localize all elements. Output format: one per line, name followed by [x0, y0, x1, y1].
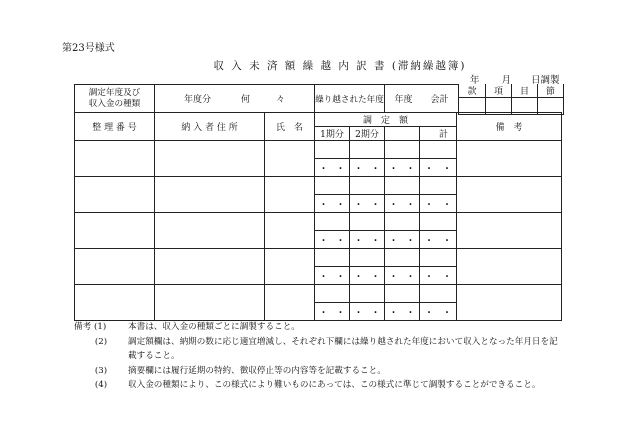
table-row: [75, 213, 562, 231]
cell-seiri: [75, 249, 155, 285]
date-dots: ・ ・: [350, 303, 385, 321]
date-dots: ・ ・: [350, 267, 385, 285]
cell-amount: [350, 249, 385, 267]
cell-amount: [420, 141, 457, 159]
date-dots: ・ ・: [420, 267, 457, 285]
carried-year-label: 繰り越された年度: [315, 85, 385, 113]
cell-remarks: [457, 285, 562, 321]
setsu-label: 節: [538, 84, 564, 98]
cell-name: [265, 213, 315, 249]
col-ki2: 2期分: [350, 127, 385, 141]
cell-seiri: [75, 177, 155, 213]
main-table: [74, 112, 562, 321]
cell-name: [265, 249, 315, 285]
date-dots: ・ ・: [350, 159, 385, 177]
cell-remarks: [457, 249, 562, 285]
date-dots: ・ ・: [420, 159, 457, 177]
header-year-what: [155, 85, 315, 113]
note-text: 載すること。: [128, 351, 180, 361]
col-address: 納 入 者 住 所: [155, 113, 265, 141]
accounting-label: 会計: [430, 95, 449, 105]
note-item: [74, 349, 594, 364]
cell-remarks: [457, 213, 562, 249]
note-item: [74, 378, 594, 393]
cell-address: [155, 249, 265, 285]
cell-amount: [420, 177, 457, 195]
what: 何: [240, 95, 250, 105]
header-table: [74, 84, 459, 113]
notes: [74, 320, 594, 393]
date-dots: ・ ・: [420, 303, 457, 321]
cell-name: [265, 141, 315, 177]
col-seiri: 整 理 番 号: [75, 113, 155, 141]
cell-amount: [315, 141, 350, 159]
table-row: [75, 177, 562, 195]
cell-amount: [385, 177, 420, 195]
cell-amount: [385, 249, 420, 267]
header-label-line2: 収入金の種類: [88, 98, 141, 109]
date-dots: ・ ・: [315, 267, 350, 285]
note-item: [74, 320, 594, 335]
col-remarks: 備 考: [457, 113, 562, 141]
date-dots: ・ ・: [385, 303, 420, 321]
date-dots: ・ ・: [385, 267, 420, 285]
note-number: [74, 349, 128, 364]
cell-amount: [420, 249, 457, 267]
note-text: 摘要欄には履行延期の特約、徴収停止等の内容等を記載すること。: [128, 365, 386, 376]
table-row: [75, 285, 562, 303]
cell-address: [155, 285, 265, 321]
date-dots: ・ ・: [420, 195, 457, 213]
year-label: 年度: [394, 95, 413, 105]
cell-amount: [385, 213, 420, 231]
table-row: [75, 141, 562, 159]
cell-amount: [315, 249, 350, 267]
cell-amount: [350, 213, 385, 231]
date-day: 日調製: [531, 75, 560, 86]
note-number: (3): [94, 365, 108, 376]
cell-remarks: [457, 141, 562, 177]
col-ki3: [385, 127, 420, 141]
col-ki1: 1期分: [315, 127, 350, 141]
date-dots: ・ ・: [315, 231, 350, 249]
cell-name: [265, 285, 315, 321]
year-part: 年度分: [183, 95, 211, 105]
note-item: [74, 364, 594, 379]
cell-amount: [420, 285, 457, 303]
date-dots: ・ ・: [350, 231, 385, 249]
cell-amount: [350, 177, 385, 195]
date-dots: ・ ・: [315, 159, 350, 177]
cell-amount: [350, 285, 385, 303]
cell-amount: [385, 285, 420, 303]
date-dots: ・ ・: [350, 195, 385, 213]
date-dots: ・ ・: [385, 159, 420, 177]
cell-address: [155, 177, 265, 213]
note-number: (4): [94, 380, 108, 390]
date-month: 月: [501, 75, 512, 86]
cell-amount: [315, 213, 350, 231]
col-name: 氏 名: [265, 113, 315, 141]
cell-seiri: [75, 141, 155, 177]
carried-year-value: [385, 85, 459, 113]
cell-name: [265, 177, 315, 213]
note-text: 収入金の種類により、この様式により難いものにあっては、この様式に準じて調製することができること。: [128, 380, 541, 390]
date-dots: ・ ・: [315, 303, 350, 321]
table-row: [75, 249, 562, 267]
col-total: 計: [420, 127, 457, 141]
note-number: (1): [94, 322, 107, 332]
note-prefix: 備考: [74, 322, 92, 332]
header-label: [75, 85, 155, 113]
date-dots: ・ ・: [385, 195, 420, 213]
date-dots: ・ ・: [315, 195, 350, 213]
cell-amount: [315, 285, 350, 303]
cell-seiri: [75, 213, 155, 249]
cell-address: [155, 213, 265, 249]
cell-amount: [385, 141, 420, 159]
kou-label: 項: [486, 84, 512, 98]
note-number: (2): [94, 336, 108, 347]
moku-label: 目: [512, 84, 538, 98]
note-text: 本書は、収入金の種類ごとに調製すること。: [128, 322, 300, 332]
cell-amount: [350, 141, 385, 159]
date-year: 年: [470, 75, 480, 86]
col-chotei: 調 定 額: [315, 113, 457, 127]
date-dots: ・ ・: [420, 231, 457, 249]
cell-seiri: [75, 285, 155, 321]
note-item: [74, 335, 594, 350]
date-dots: ・ ・: [385, 231, 420, 249]
document-title: 収 入 未 済 額 繰 越 内 訳 書 (滞納繰越簿): [213, 60, 467, 72]
form-number: 第23号様式: [62, 43, 115, 54]
header-label-line1: 調定年度及び: [88, 87, 141, 98]
cell-amount: [420, 213, 457, 231]
cell-amount: [315, 177, 350, 195]
kan-label: 款: [459, 84, 486, 98]
repeat: 々: [276, 95, 286, 105]
cell-remarks: [457, 177, 562, 213]
classification-table: [458, 84, 564, 115]
cell-address: [155, 141, 265, 177]
note-text: 調定額欄は、納期の数に応じ適宜増減し、それぞれ下欄には繰り越された年度において収入となった年月日を記: [128, 336, 558, 347]
